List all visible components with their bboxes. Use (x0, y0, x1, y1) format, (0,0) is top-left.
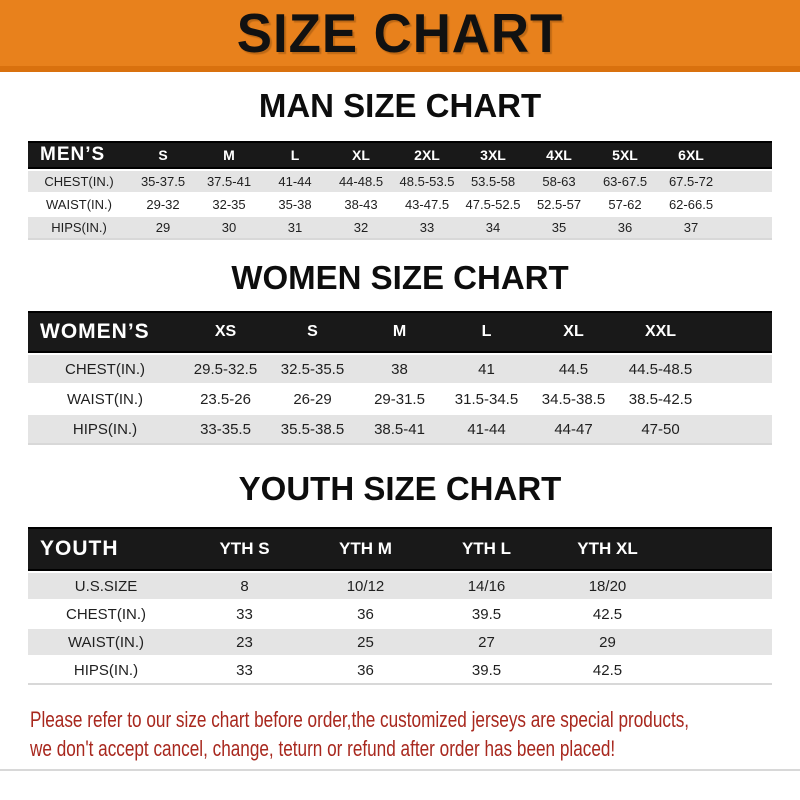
value-cell: 27 (426, 627, 547, 655)
youth-size-table (28, 527, 772, 685)
value-cell: 34.5-38.5 (530, 383, 617, 413)
column-header-cell: 2XL (394, 141, 460, 169)
column-header-cell: YTH XL (547, 527, 668, 571)
value-cell: 36 (592, 215, 658, 238)
value-cell: 38.5-42.5 (617, 383, 704, 413)
value-cell: 57-62 (592, 192, 658, 215)
bottom-divider (0, 769, 800, 771)
value-cell: 29 (130, 215, 196, 238)
value-cell: 33 (184, 599, 305, 627)
table-corner-label: YOUTH (28, 527, 184, 571)
table-row (28, 627, 772, 655)
value-cell: 8 (184, 571, 305, 599)
table-row (28, 571, 772, 599)
column-header-cell: L (443, 311, 530, 353)
women-size-table (28, 311, 772, 445)
value-cell: 44-47 (530, 413, 617, 443)
table-row (28, 192, 772, 215)
value-cell: 35-37.5 (130, 169, 196, 192)
value-cell: 33 (394, 215, 460, 238)
table-row (28, 169, 772, 192)
spacer-cell (704, 311, 772, 353)
value-cell: 38 (356, 353, 443, 383)
banner (0, 0, 800, 72)
column-header-cell: 3XL (460, 141, 526, 169)
value-cell: 41-44 (443, 413, 530, 443)
value-cell: 29 (547, 627, 668, 655)
value-cell: 43-47.5 (394, 192, 460, 215)
value-cell: 63-67.5 (592, 169, 658, 192)
value-cell: 35 (526, 215, 592, 238)
value-cell: 35-38 (262, 192, 328, 215)
value-cell: 42.5 (547, 599, 668, 627)
value-cell: 37.5-41 (196, 169, 262, 192)
disclaimer (30, 705, 800, 763)
row-label-cell: WAIST(IN.) (28, 383, 182, 413)
value-cell: 48.5-53.5 (394, 169, 460, 192)
row-label-cell: HIPS(IN.) (28, 215, 130, 238)
man-chart-title: MAN SIZE CHART (258, 87, 542, 124)
disclaimer-line-2: we don't accept cancel, change, teturn or refund after order has been placed! (30, 736, 616, 761)
value-cell: 35.5-38.5 (269, 413, 356, 443)
value-cell: 39.5 (426, 599, 547, 627)
column-header-cell: 5XL (592, 141, 658, 169)
man-size-chart-section (0, 88, 800, 240)
table-row (28, 413, 772, 443)
row-label-cell: WAIST(IN.) (28, 192, 130, 215)
spacer-cell (704, 383, 772, 413)
column-header-cell: XS (182, 311, 269, 353)
value-cell: 29-31.5 (356, 383, 443, 413)
value-cell: 67.5-72 (658, 169, 724, 192)
table-header-row (28, 311, 772, 353)
value-cell: 33 (184, 655, 305, 683)
column-header-cell: L (262, 141, 328, 169)
column-header-cell: M (356, 311, 443, 353)
spacer-cell (668, 627, 772, 655)
value-cell: 26-29 (269, 383, 356, 413)
value-cell: 58-63 (526, 169, 592, 192)
value-cell: 30 (196, 215, 262, 238)
spacer-cell (724, 169, 772, 192)
men-size-table (28, 141, 772, 240)
column-header-cell: 6XL (658, 141, 724, 169)
value-cell: 52.5-57 (526, 192, 592, 215)
value-cell: 23.5-26 (182, 383, 269, 413)
value-cell: 44-48.5 (328, 169, 394, 192)
column-header-cell: YTH S (184, 527, 305, 571)
value-cell: 33-35.5 (182, 413, 269, 443)
value-cell: 29-32 (130, 192, 196, 215)
value-cell: 34 (460, 215, 526, 238)
youth-chart-title: YOUTH SIZE CHART (238, 470, 562, 507)
column-header-cell: S (269, 311, 356, 353)
column-header-cell: XXL (617, 311, 704, 353)
value-cell: 31.5-34.5 (443, 383, 530, 413)
value-cell: 41 (443, 353, 530, 383)
row-label-cell: CHEST(IN.) (28, 169, 130, 192)
value-cell: 32.5-35.5 (269, 353, 356, 383)
row-label-cell: HIPS(IN.) (28, 655, 184, 683)
value-cell: 23 (184, 627, 305, 655)
spacer-cell (704, 413, 772, 443)
value-cell: 53.5-58 (460, 169, 526, 192)
value-cell: 38-43 (328, 192, 394, 215)
value-cell: 62-66.5 (658, 192, 724, 215)
spacer-cell (724, 192, 772, 215)
value-cell: 32-35 (196, 192, 262, 215)
table-header-row (28, 527, 772, 571)
column-header-cell: XL (328, 141, 394, 169)
column-header-cell: YTH M (305, 527, 426, 571)
value-cell: 38.5-41 (356, 413, 443, 443)
value-cell: 37 (658, 215, 724, 238)
table-row (28, 215, 772, 238)
row-label-cell: HIPS(IN.) (28, 413, 182, 443)
value-cell: 44.5 (530, 353, 617, 383)
value-cell: 41-44 (262, 169, 328, 192)
value-cell: 36 (305, 655, 426, 683)
value-cell: 10/12 (305, 571, 426, 599)
page-title: SIZE CHART (236, 1, 564, 64)
value-cell: 32 (328, 215, 394, 238)
value-cell: 44.5-48.5 (617, 353, 704, 383)
spacer-cell (724, 215, 772, 238)
women-size-chart-section (0, 260, 800, 445)
table-row (28, 655, 772, 683)
table-header-row (28, 141, 772, 169)
table-corner-label: MEN’S (28, 141, 130, 169)
value-cell: 31 (262, 215, 328, 238)
youth-size-chart-section (0, 471, 800, 685)
column-header-cell: M (196, 141, 262, 169)
spacer-cell (668, 599, 772, 627)
value-cell: 25 (305, 627, 426, 655)
row-label-cell: WAIST(IN.) (28, 627, 184, 655)
value-cell: 47-50 (617, 413, 704, 443)
value-cell: 42.5 (547, 655, 668, 683)
spacer-cell (668, 527, 772, 571)
spacer-cell (724, 141, 772, 169)
value-cell: 47.5-52.5 (460, 192, 526, 215)
column-header-cell: YTH L (426, 527, 547, 571)
value-cell: 39.5 (426, 655, 547, 683)
value-cell: 29.5-32.5 (182, 353, 269, 383)
column-header-cell: XL (530, 311, 617, 353)
value-cell: 36 (305, 599, 426, 627)
spacer-cell (668, 571, 772, 599)
row-label-cell: U.S.SIZE (28, 571, 184, 599)
spacer-cell (668, 655, 772, 683)
women-chart-title: WOMEN SIZE CHART (231, 259, 569, 296)
table-row (28, 383, 772, 413)
table-row (28, 353, 772, 383)
value-cell: 14/16 (426, 571, 547, 599)
disclaimer-line-1: Please refer to our size chart before order,the customized jerseys are special products, (30, 707, 690, 732)
column-header-cell: 4XL (526, 141, 592, 169)
row-label-cell: CHEST(IN.) (28, 599, 184, 627)
row-label-cell: CHEST(IN.) (28, 353, 182, 383)
column-header-cell: S (130, 141, 196, 169)
spacer-cell (704, 353, 772, 383)
table-row (28, 599, 772, 627)
value-cell: 18/20 (547, 571, 668, 599)
table-corner-label: WOMEN’S (28, 311, 182, 353)
